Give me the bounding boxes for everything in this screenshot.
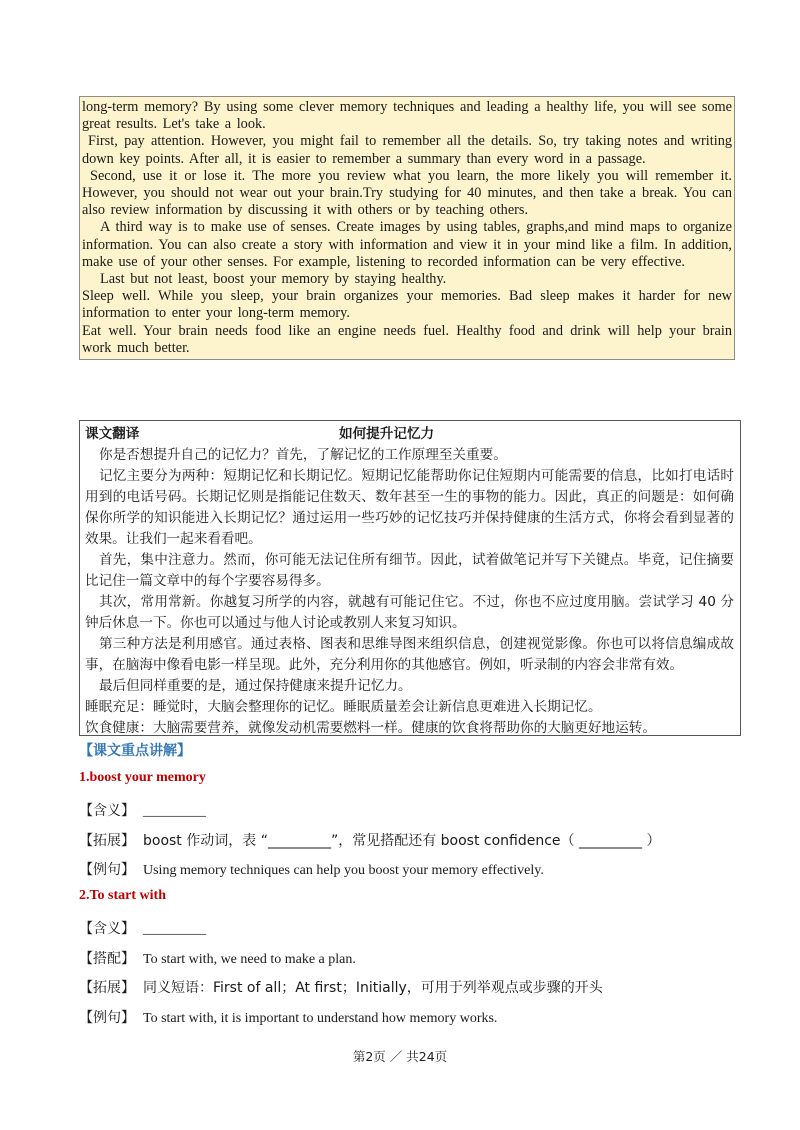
extend-text: boost 作动词，表 “_________”，常见搭配还有 boost confidence（ _________ ） — [143, 833, 661, 849]
translation-paragraph: 最后但同样重要的是，通过保持健康来提升记忆力。 — [99, 678, 412, 694]
meaning-blank: _________ — [143, 804, 206, 819]
passage-paragraph: First, pay attention. However, you might fail to remember all the details. So, try taking notes and writing down key points. After all, it is easier to remember a summary than every word in a passage. — [82, 133, 732, 167]
meaning-blank: _________ — [143, 922, 206, 937]
example-tag: 【例句】 — [79, 862, 135, 878]
section-title: 【课文重点讲解】 — [79, 743, 191, 759]
translation-paragraph: 你是否想提升自己的记忆力？首先，了解记忆的工作原理至关重要。 — [99, 447, 507, 463]
passage-paragraph: Last but not least, boost your memory by staying healthy. — [100, 271, 447, 288]
translation-paragraph: 睡眠充足：睡觉时，大脑会整理你的记忆。睡眠质量差会让新信息更难进入长期记忆。 — [85, 699, 602, 715]
passage-paragraph: Sleep well. While you sleep, your brain organizes your memories. Bad sleep makes it harder for new information to enter your long-term memory. — [82, 288, 732, 322]
point2-collocation-row — [79, 948, 356, 968]
passage-paragraph: Second, use it or lose it. The more you review what you learn, the more likely you will remember it. However, you should not wear out your brain.Try studying for 40 minutes, and then take a break. You can also review information by discussing it with others or by teaching others. — [82, 167, 732, 219]
example-tag: 【例句】 — [79, 1010, 135, 1026]
point1-meaning-row — [79, 800, 206, 820]
point1-example-row — [79, 859, 544, 879]
point2-example-row — [79, 1007, 497, 1027]
page-footer: 第2页 ／ 共24页 — [352, 1049, 448, 1064]
passage-paragraph: Eat well. Your brain needs food like an engine needs fuel. Healthy food and drink will help your brain work much better. — [82, 322, 732, 356]
english-passage-box — [79, 96, 735, 360]
passage-paragraph: long-term memory? By using some clever memory techniques and leading a healthy life, you will see some great results. Let's take a look. — [82, 99, 732, 133]
example-text: To start with, it is important to understand how memory works. — [143, 1011, 498, 1026]
translation-paragraph: 饮食健康：大脑需要营养，就像发动机需要燃料一样。健康的饮食将帮助你的大脑更好地运转。 — [85, 720, 656, 736]
meaning-tag: 【含义】 — [79, 921, 135, 937]
translation-label: 课文翻译 — [85, 426, 140, 442]
translation-paragraph: 记忆主要分为两种：短期记忆和长期记忆。短期记忆能帮助你记住短期内可能需要的信息，比如打电话时用到的电话号码。长期记忆则是指能记住数天、数年甚至一生的事物的能力。因此，真正的问题是：如何确保你所学的知识能进入长期记忆？通过运用一些巧妙的记忆技巧并保持健康的生活方式，你将会看到显著的效果。让我们一起来看看吧。 — [85, 468, 734, 547]
translation-box — [79, 420, 741, 736]
passage-paragraph: A third way is to make use of senses. Create images by using tables, graphs,and mind maps to organize information. You can also create a story with information and view it in your mind like a film. In addition, make use of your other senses. For example, listening to recorded information can be very effective. — [82, 219, 732, 270]
point1-heading: 1.boost your memory — [79, 770, 206, 785]
meaning-tag: 【含义】 — [79, 803, 135, 819]
extend-tag: 【拓展】 — [79, 833, 135, 849]
point2-meaning-row — [79, 918, 206, 938]
extend-text: 同义短语：First of all；At first；Initially，可用于列举观点或步骤的开头 — [143, 980, 603, 996]
translation-paragraph: 其次，常用常新。你越复习所学的内容，就越有可能记住它。不过，你也不应过度用脑。尝试学习 40 分钟后休息一下。你也可以通过与他人讨论或教别人来复习知识。 — [85, 594, 734, 631]
collocation-text: To start with, we need to make a plan. — [143, 952, 356, 967]
point1-extend-row — [79, 830, 660, 850]
translation-header — [85, 424, 734, 445]
translation-paragraph: 第三种方法是利用感官。通过表格、图表和思维导图来组织信息，创建视觉影像。你也可以将信息编成故事，在脑海中像看电影一样呈现。此外，充分利用你的其他感官。例如，听录制的内容会非常有效。 — [85, 636, 734, 673]
collocation-tag: 【搭配】 — [79, 951, 135, 967]
extend-tag: 【拓展】 — [79, 980, 135, 996]
translation-title: 如何提升记忆力 — [339, 426, 435, 442]
example-text: Using memory techniques can help you boost your memory effectively. — [143, 863, 544, 878]
point2-extend-row — [79, 977, 603, 997]
point2-heading: 2.To start with — [79, 888, 166, 903]
translation-paragraph: 首先，集中注意力。然而，你可能无法记住所有细节。因此，试着做笔记并写下关键点。毕竟，记住摘要比记住一篇文章中的每个字要容易得多。 — [85, 552, 734, 589]
